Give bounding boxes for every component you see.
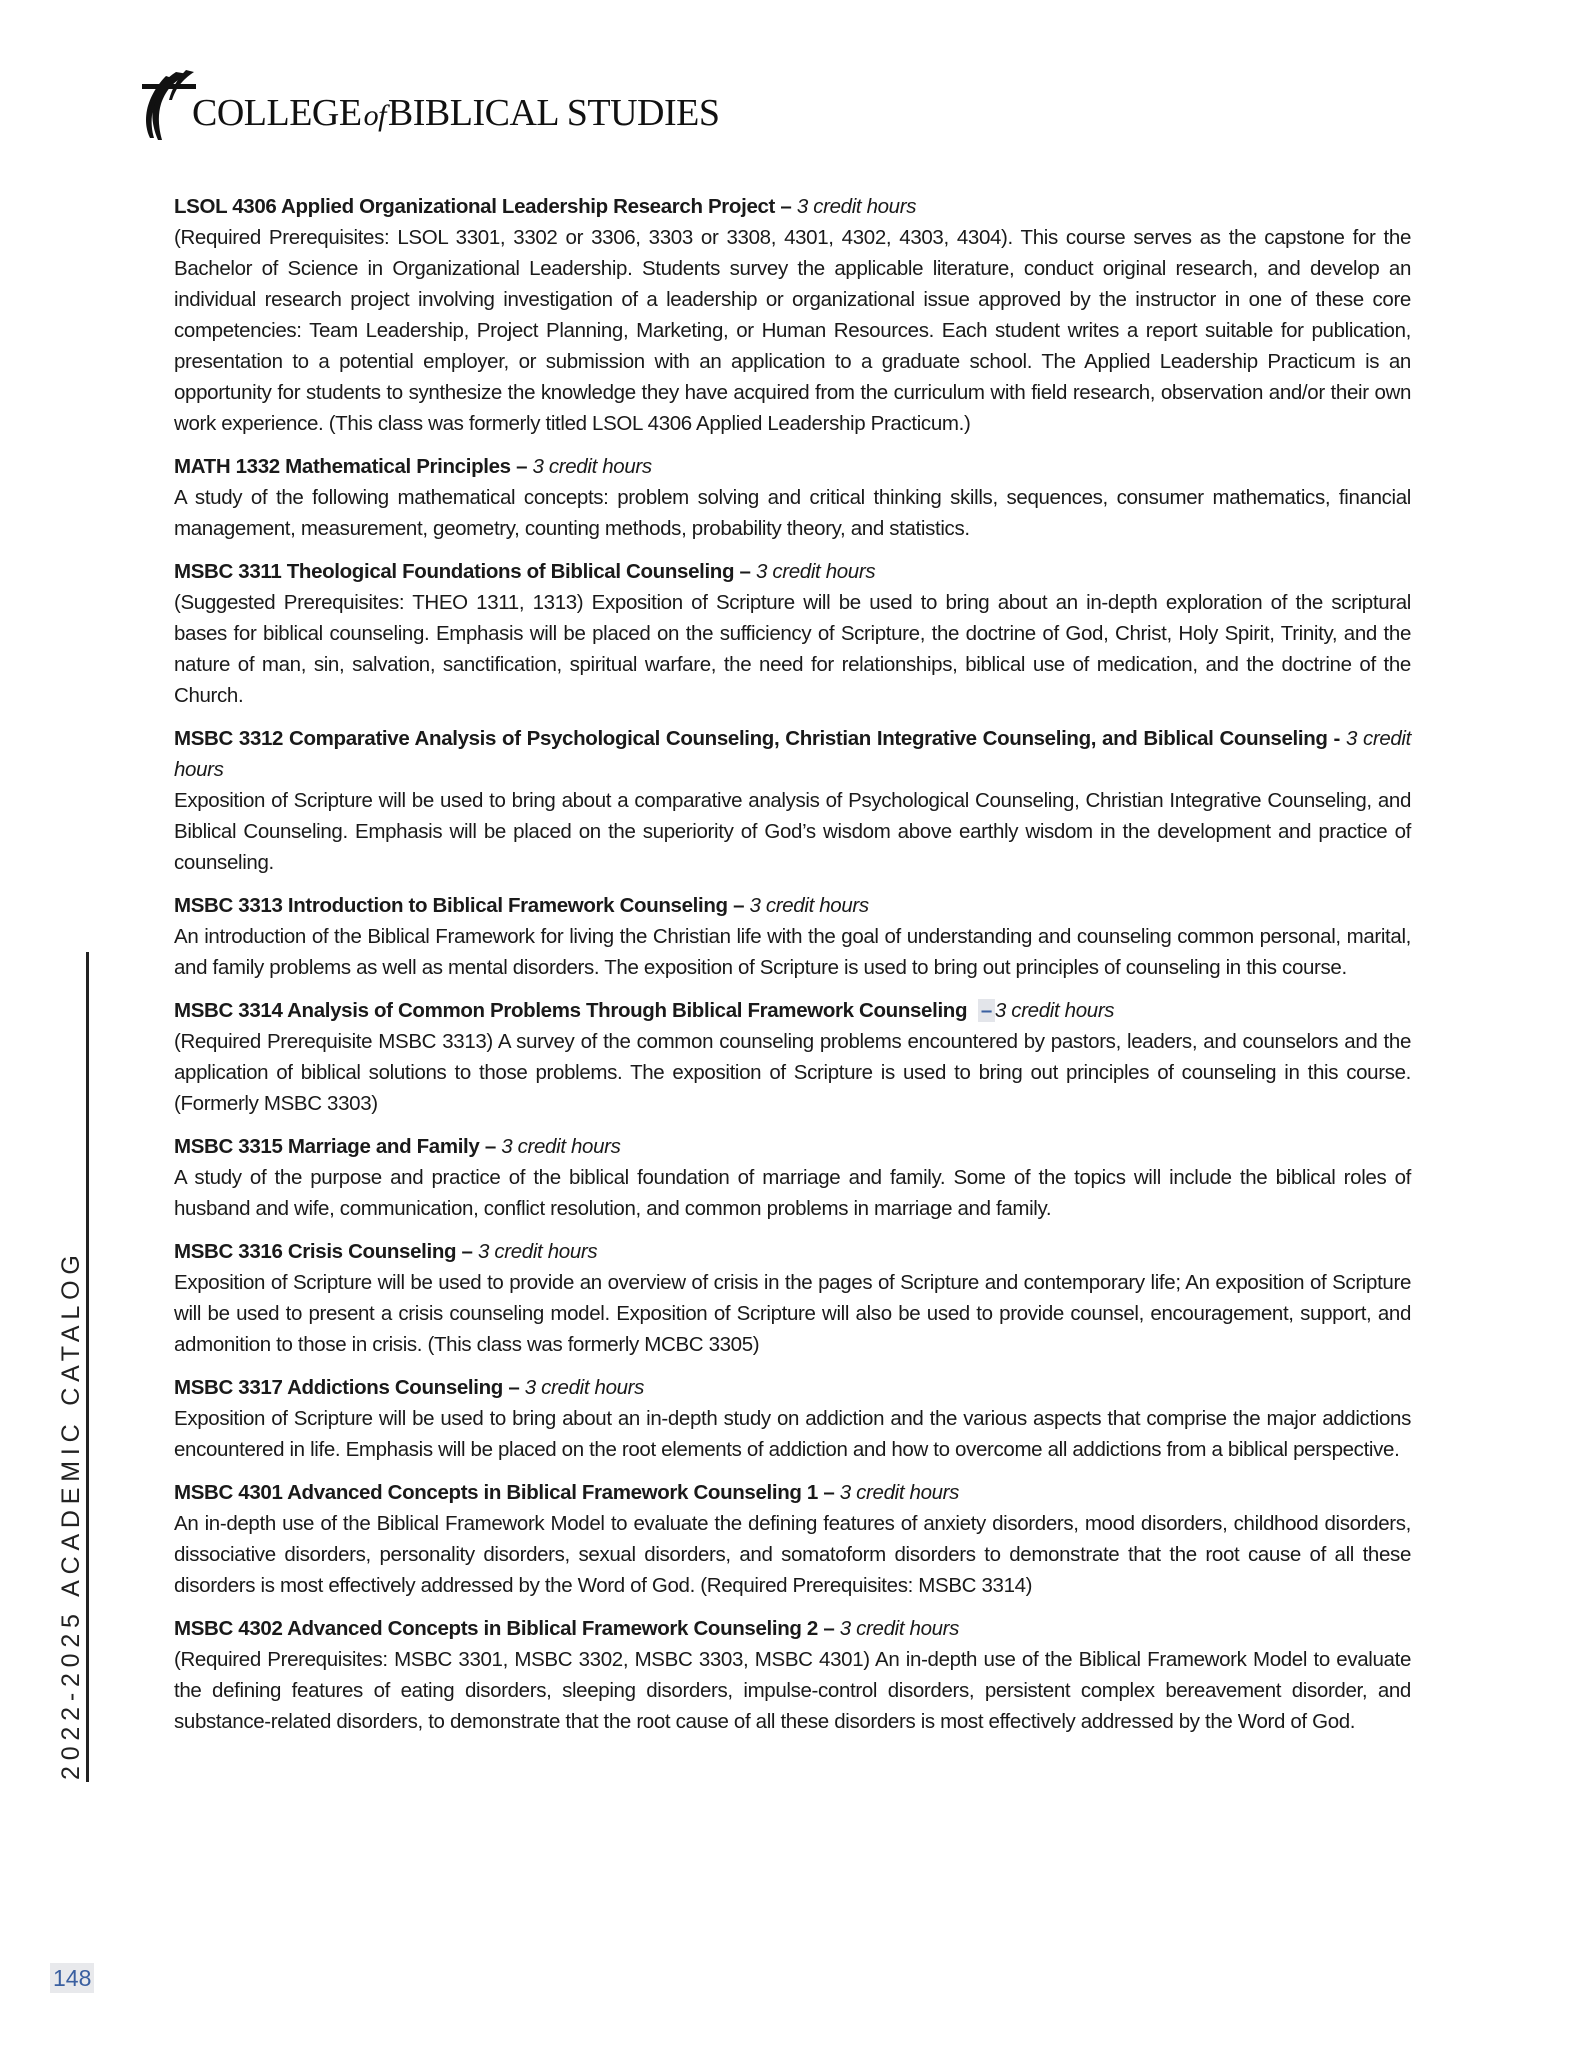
- course-name: MSBC 4302 Advanced Concepts in Biblical Framework Counseling 2: [174, 1617, 818, 1640]
- course-name: MSBC 3315 Marriage and Family: [174, 1135, 480, 1158]
- title-dash: –: [780, 195, 792, 218]
- course-name: LSOL 4306 Applied Organizational Leadership Research Project: [174, 195, 776, 218]
- title-dash: –: [516, 455, 528, 478]
- course-entry-msbc-3316: [174, 1236, 1411, 1360]
- logo-word-biblical-studies: BIBLICAL STUDIES: [387, 92, 720, 134]
- course-list: [174, 191, 1411, 1749]
- course-description: A study of the purpose and practice of the biblical foundation of marriage and family. Some of the topics will include the biblical roles of husband and wife, communication, conflict resolution, and common problems in marriage and family.: [174, 1166, 1411, 1220]
- course-description: An in-depth use of the Biblical Framework Model to evaluate the defining features of anxiety disorders, mood disorders, childhood disorders, dissociative disorders, personality disorders, sexual disorders, and somatoform disorders to demonstrate that the root cause of all these disorders is most effectively addressed by the Word of God. (Required Prerequisites: MSBC 3314): [174, 1512, 1411, 1597]
- course-title: [174, 191, 1411, 222]
- course-entry-lsol-4306: [174, 191, 1411, 439]
- course-name: MSBC 4301 Advanced Concepts in Biblical Framework Counseling 1: [174, 1481, 818, 1504]
- course-title: [174, 995, 1411, 1026]
- course-title: [174, 1372, 1411, 1403]
- credit-hours: 3 credit hours: [839, 1617, 960, 1640]
- logo-word-of: of: [363, 99, 386, 132]
- course-title: [174, 1236, 1411, 1267]
- course-title: [174, 1131, 1411, 1162]
- title-dash: –: [739, 560, 751, 583]
- credit-hours: 3 credit hours: [749, 894, 869, 917]
- course-entry-msbc-3315: [174, 1131, 1411, 1224]
- course-description: Exposition of Scripture will be used to bring about a comparative analysis of Psychological Counseling, Christian Integrative Counseling, and Biblical Counseling. Emphasis will be placed on the superiority of God’s wisdom above earthly wisdom in the development and practice of counseling.: [174, 789, 1411, 874]
- course-entry-msbc-3312: [174, 723, 1411, 878]
- course-description: Exposition of Scripture will be used to bring about an in-depth study on addiction and the various aspects that comprise the major addictions encountered in life. Emphasis will be placed on the root elements of addiction and how to overcome all addictions from a biblical perspective.: [174, 1407, 1411, 1461]
- cross-swoosh-icon: [136, 68, 200, 144]
- course-name: MSBC 3317 Addictions Counseling: [174, 1376, 503, 1399]
- course-title: [174, 1613, 1411, 1644]
- title-dash: –: [823, 1481, 835, 1504]
- course-entry-msbc-4302: [174, 1613, 1411, 1737]
- course-description: (Required Prerequisites: LSOL 3301, 3302 or 3306, 3303 or 3308, 4301, 4302, 4303, 4304). This course serves as the capstone for the Bachelor of Science in Organizational Leadership. Students survey the applicable literature, conduct original research, and develop an individual research project involving investigation of a leadership or organizational issue approved by the instructor in one of these core competencies: Team Leadership, Project Planning, Marketing, or Human Resources. Each student writes a report suitable for publication, presentation to a potential employer, or submission with an application to a graduate school. The Applied Leadership Practicum is an opportunity for students to synthesize the knowledge they have acquired from the curriculum with field research, observation and/or their own work experience. (This class was formerly titled LSOL 4306 Applied Leadership Practicum.): [174, 226, 1411, 435]
- credit-hours: 3 credit hours: [501, 1135, 621, 1158]
- college-logo: [136, 68, 719, 144]
- logo-word-college: COLLEGE: [192, 92, 362, 134]
- title-dash: –: [461, 1240, 473, 1263]
- course-name: MSBC 3314 Analysis of Common Problems Through Biblical Framework Counseling: [174, 999, 968, 1022]
- course-description: (Required Prerequisites: MSBC 3301, MSBC 3302, MSBC 3303, MSBC 4301) An in-depth use of the Biblical Framework Model to evaluate the defining features of eating disorders, sleeping disorders, impulse-control disorders, persistent complex bereavement disorder, and substance-related disorders, to demonstrate that the root cause of all these disorders is most effectively addressed by the Word of God.: [174, 1648, 1411, 1733]
- course-entry-math-1332: [174, 451, 1411, 544]
- course-description: (Suggested Prerequisites: THEO 1311, 1313) Exposition of Scripture will be used to bring about an in-depth exploration of the scriptural bases for biblical counseling. Emphasis will be placed on the sufficiency of Scripture, the doctrine of God, Christ, Holy Spirit, Trinity, and the nature of man, sin, salvation, sanctification, spiritual warfare, the need for relationships, biblical use of medication, and the doctrine of the Church.: [174, 591, 1411, 707]
- credit-hours: 3 credit hours: [755, 560, 876, 583]
- course-name: MSBC 3313 Introduction to Biblical Framework Counseling: [174, 894, 728, 917]
- course-entry-msbc-3314: [174, 995, 1411, 1119]
- sidebar-divider: [86, 952, 89, 1782]
- course-name: MSBC 3311 Theological Foundations of Biblical Counseling: [174, 560, 735, 583]
- title-dash: –: [484, 1135, 496, 1158]
- course-title: [174, 1477, 1411, 1508]
- course-entry-msbc-4301: [174, 1477, 1411, 1601]
- course-name: MSBC 3316 Crisis Counseling: [174, 1240, 457, 1263]
- course-title: [174, 890, 1411, 921]
- course-title: [174, 556, 1411, 587]
- title-dash-highlighted: –: [978, 999, 995, 1022]
- course-description: Exposition of Scripture will be used to provide an overview of crisis in the pages of Scripture and contemporary life; An exposition of Scripture will be used to present a crisis counseling model. Exposition of Scripture will also be used to provide counsel, encouragement, support, and admonition to those in crisis. (This class was formerly MCBC 3305): [174, 1271, 1411, 1356]
- credit-hours: 3 credit hours: [477, 1240, 598, 1263]
- course-name: MATH 1332 Mathematical Principles: [174, 455, 511, 478]
- credit-hours: 3 credit hours: [174, 727, 1411, 781]
- credit-hours: 3 credit hours: [994, 999, 1115, 1022]
- course-entry-msbc-3311: [174, 556, 1411, 711]
- page-number: 148: [50, 1963, 94, 1993]
- credit-hours: 3 credit hours: [532, 455, 652, 478]
- title-dash: –: [508, 1376, 520, 1399]
- course-title: [174, 451, 1411, 482]
- course-entry-msbc-3313: [174, 890, 1411, 983]
- course-description: A study of the following mathematical concepts: problem solving and critical thinking skills, sequences, consumer mathematics, financial management, measurement, geometry, counting methods, probability theory, and statistics.: [174, 486, 1411, 540]
- course-description: An introduction of the Biblical Framework for living the Christian life with the goal of understanding and counseling common personal, marital, and family problems as well as mental disorders. The exposition of Scripture is used to bring out principles of counseling in this course.: [174, 925, 1411, 979]
- credit-hours: 3 credit hours: [839, 1481, 960, 1504]
- title-dash: –: [733, 894, 745, 917]
- credit-hours: 3 credit hours: [524, 1376, 645, 1399]
- catalog-sidebar-label: 2022-2025 ACADEMIC CATALOG: [57, 1249, 85, 1780]
- course-name: MSBC 3312 Comparative Analysis of Psychological Counseling, Christian Integrative Counseling, and Biblical Counseling: [174, 727, 1328, 750]
- college-name: [192, 94, 719, 132]
- title-dash: -: [1333, 727, 1340, 750]
- title-dash: –: [823, 1617, 835, 1640]
- course-entry-msbc-3317: [174, 1372, 1411, 1465]
- course-description: (Required Prerequisite MSBC 3313) A survey of the common counseling problems encountered by pastors, leaders, and counselors and the application of biblical solutions to those problems. The exposition of Scripture is used to bring out principles of counseling in this course. (Formerly MSBC 3303): [174, 1030, 1411, 1115]
- credit-hours: 3 credit hours: [796, 195, 917, 218]
- course-title: [174, 723, 1411, 785]
